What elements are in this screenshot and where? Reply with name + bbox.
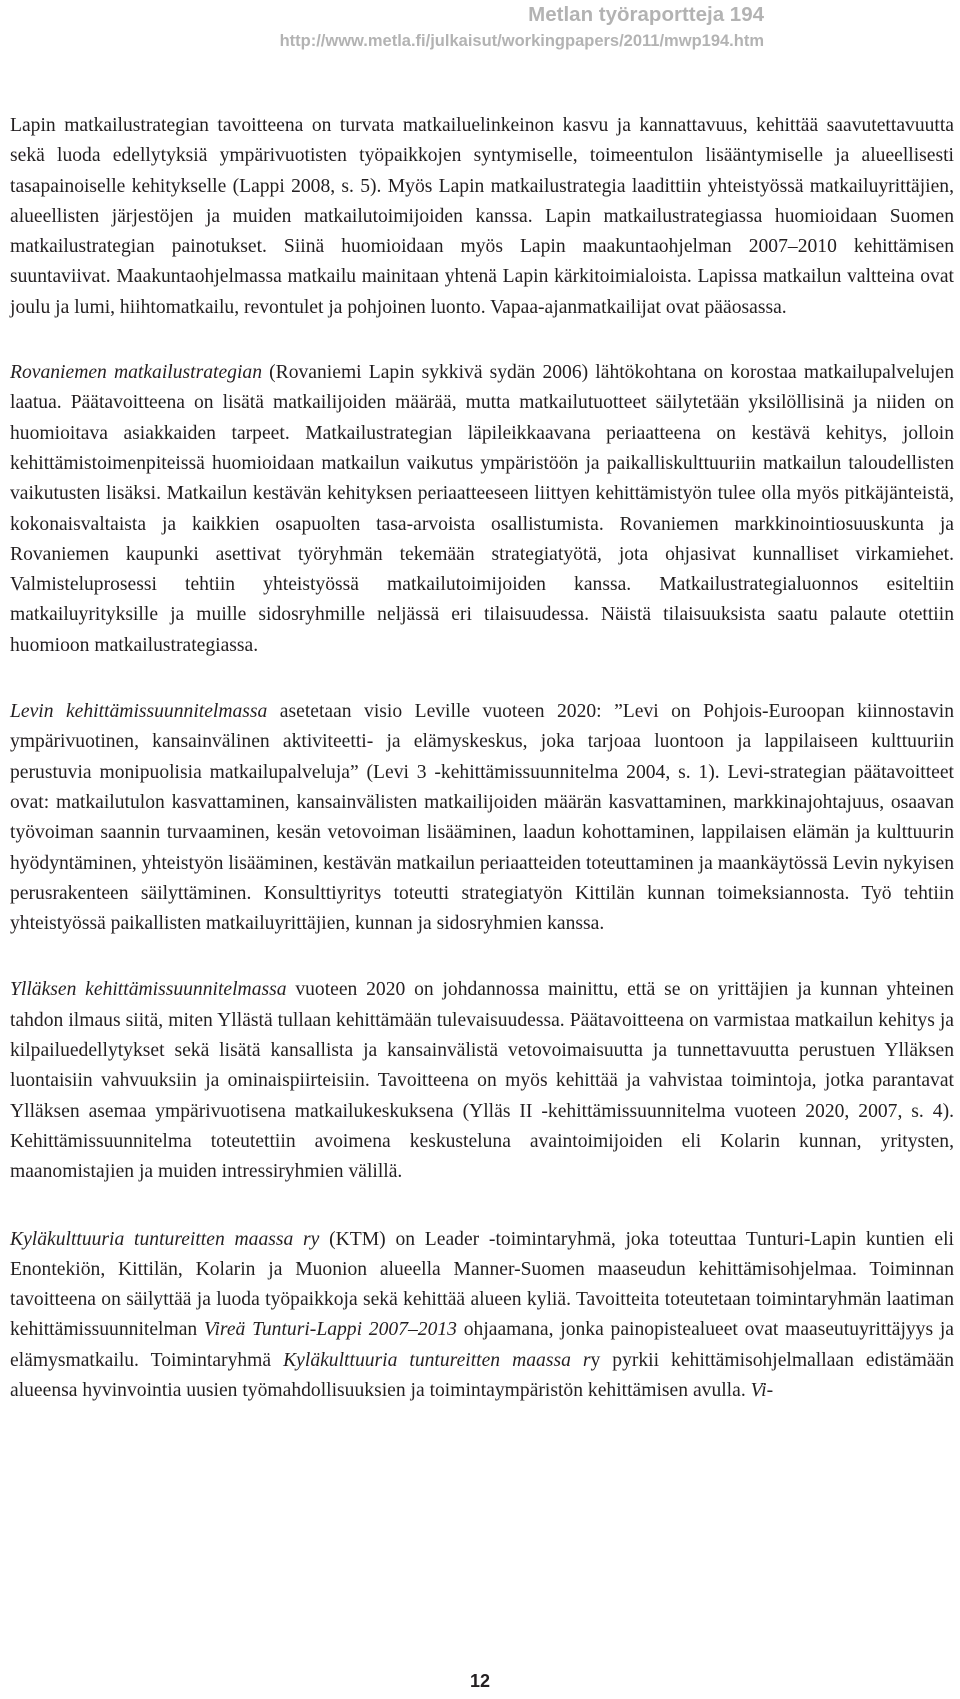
publication-url[interactable]: http://www.metla.fi/julkaisut/workingpapers/2011/mwp194.htm bbox=[279, 32, 764, 50]
italic-continuation: Vi- bbox=[750, 1379, 774, 1401]
page-number: 12 bbox=[469, 1671, 491, 1691]
italic-title: Levin kehittämissuunnitelmassa bbox=[10, 701, 268, 723]
paragraph-text: vuoteen 2020 on johdannossa mainittu, että se on yrittäjien ja kunnan yhteinen tahdon ilmaus siitä, miten Yllästä tullaan kehittämään tulevaisuudessa. Päätavoitteena on varmistaa matkailun kehitys ja kilpailuedellytykset sekä lisätä kansallista ja kansainvälistä vetovoimaisuutta ja tunnettavuutta perustuen Ylläksen luontaisiin vahvuuksiin ja ominaispiirteisiin. Tavoitteena on myös kehittää ja vahvistaa toimintoja, jotka parantavat Ylläksen asemaa ympärivuotisena matkailukeskuksena (Ylläs II -kehittämissuunnitelma vuoteen 2020, 2007, s. 4). Kehittämissuunnitelma toteutettiin avoimena keskusteluna avaintoimijoiden eli Kolarin kunnan, yritysten, maanomistajien ja muiden intressiryhmien välillä. bbox=[10, 979, 954, 1183]
paragraph-yllas-plan bbox=[10, 975, 954, 1187]
paragraph-text: (Rovaniemi Lapin sykkivä sydän 2006) lähtökohtana on korostaa matkailupalvelujen laatua. Päätavoitteena on lisätä matkailijoiden määrää, mutta matkailutuotteet säilytetään yksilöllisinä ja niiden on huomioitava asiakkaiden tarpeet. Matkailustrategian läpileikkaavana periaatteena on kestävä kehitys, jolloin kehittämistoimenpiteissä huomioidaan matkailun vaikutus ympäristöön ja paikalliskulttuuriin matkailun taloudellisten vaikutusten lisäksi. Matkailun kestävän kehityksen periaatteeseen liittyen kehittämistyön tulee olla myös pitkäjänteistä, kokonaisvaltaista ja kaikkien osapuolten tasa-arvoista osallistumista. Rovaniemen markkinointiosuuskunta ja Rovaniemen kaupunki asettivat työryhmän tekemään strategiatyötä, jota ohjasivat kunnalliset virkamiehet. Valmisteluprosessi tehtiin yhteistyössä matkailutoimijoiden kanssa. Matkailustrategialuonnos esiteltiin matkailuyrityksille ja muille sidosryhmille neljässä eri tilaisuudessa. Näistä tilaisuuksista saatu palaute otettiin huomioon matkailustrategiassa. bbox=[10, 362, 954, 656]
italic-title: Kyläkulttuuria tuntureitten maassa ry bbox=[10, 1228, 320, 1250]
paragraph-ktm-group bbox=[10, 1225, 954, 1407]
italic-plan-title: Vireä Tunturi-Lappi 2007–2013 bbox=[203, 1319, 457, 1341]
paragraph-levi-plan bbox=[10, 697, 954, 939]
paragraph-text: y pyrkii kehittämisohjelmallaan edistämään alueensa hyvinvointia uusien työmahdollisuuksien ja toimintaympäristön kehittämisen avulla. bbox=[10, 1349, 955, 1401]
paragraph-text: asetetaan visio Leville vuoteen 2020: ”Levi on Pohjois-Euroopan kiinnostavin ympärivuotinen, kansainvälinen aktiviteetti- ja elämyskeskus, joka tarjoaa luontoon ja lappilaiseen kulttuuriin perustuvia monipuolisia matkailupalveluja” (Levi 3 -kehittämissuunnitelma 2004, s. 1). Levi-strategian päätavoitteet ovat: matkailutulon kasvattaminen, kansainvälisten matkailijoiden määrän kasvattaminen, markkinajohtajuus, osaavan työvoiman saannin turvaaminen, kesän vetovoiman lisääminen, laadun kohottaminen, lappilaisen elämän ja kulttuurin hyödyntäminen, yhteistyön lisääminen, kestävän matkailun periaatteiden toteuttaminen ja maankäytössä Levin nykyisen perusrakenteen säilyttäminen. Konsulttiyritys toteutti strategiatyön Kittilän kunnan toimeksiannosta. Työ tehtiin yhteistyössä paikallisten matkailuyrittäjien, kunnan ja sidosryhmien kanssa. bbox=[10, 701, 954, 935]
paragraph-text: (KTM) on Leader -toimintaryhmä, joka toteuttaa Tunturi-Lapin kuntien eli Enontekiön, Kittilän, Kolarin ja Muonion alueella Manner-Suomen maaseudun kehittämisohjelmaa. Toiminnan tavoitteena on säilyttää ja luoda työpaikkoja sekä kehittää alueen kyliä. Tavoitteita toteutetaan toimintaryhmän laatiman kehittämissuunnitelman bbox=[10, 1228, 954, 1341]
body-text bbox=[10, 111, 954, 1406]
italic-title: Ylläksen kehittämissuunnitelmassa bbox=[10, 979, 287, 1001]
series-title: Metlan työraportteja 194 bbox=[528, 3, 764, 26]
paragraph-text: ohjaamana, jonka painopistealueet ovat maaseutuyrittäjyys ja elämysmatkailu. Toimintaryhmä bbox=[10, 1319, 955, 1371]
paragraph-lapin-strategy bbox=[10, 111, 954, 323]
paragraph-text: Lapin matkailustrategian tavoitteena on turvata matkailuelinkeinon kasvu ja kannattavuus, kehittää saavutettavuutta sekä luoda edellytyksiä ympärivuotisten työpaikkojen syntymiselle, toimeentulon lisääntymiselle ja alueellisesti tasapainoiselle kehitykselle (Lappi 2008, s. 5). Myös Lapin matkailustrategia laadittiin yhteistyössä matkailuyrittäjien, alueellisten järjestöjen ja muiden matkailutoimijoiden kanssa. Lapin matkailustrategiassa huomioidaan Suomen matkailustrategian painotukset. Siinä huomioidaan myös Lapin maakuntaohjelman 2007–2010 kehittämisen suuntaviivat. Maakuntaohjelmassa matkailu mainitaan yhtenä Lapin kärkitoimialoista. Lapissa matkailun valtteina ovat joulu ja lumi, hiihtomatkailu, revontulet ja pohjoinen luonto. Vapaa-ajanmatkailijat ovat pääosassa. bbox=[10, 115, 954, 318]
italic-title: Rovaniemen matkailustrategian bbox=[10, 362, 262, 384]
running-header bbox=[280, 2, 764, 54]
italic-group-name: Kyläkulttuuria tuntureitten maassa r bbox=[283, 1349, 591, 1371]
paragraph-rovaniemi-strategy bbox=[10, 358, 954, 661]
